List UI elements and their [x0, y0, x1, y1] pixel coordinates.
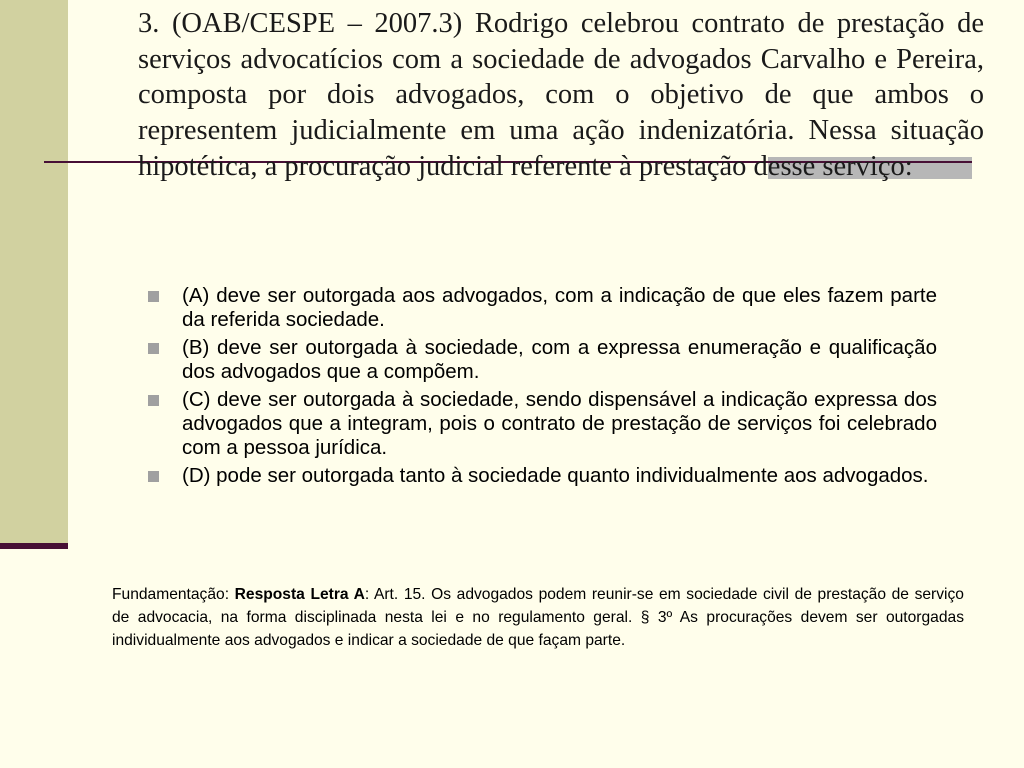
option-d: [148, 464, 937, 488]
left-decorative-bar: [0, 0, 68, 543]
square-bullet-icon: [148, 291, 159, 302]
option-a: [148, 284, 937, 332]
option-d-text: (D) pode ser outorgada tanto à sociedade quanto individualmente aos advogados.: [182, 464, 929, 487]
rationale-body: : Art. 15. Os advogados podem reunir-se em sociedade civil de prestação de serviço de advocacia, na forma disciplinada nesta lei e no regulamento geral. § 3º As procurações devem ser outorgadas individualmente aos advogados e indicar a sociedade de que façam parte.: [112, 586, 964, 649]
square-bullet-icon: [148, 395, 159, 406]
option-b: [148, 336, 937, 384]
answer-options-list: [148, 284, 937, 492]
option-c-text: (C) deve ser outorgada à sociedade, sendo dispensável a indicação expressa dos advogados que a integram, pois o contrato de prestação de serviços foi celebrado com a pessoa jurídica.: [182, 388, 937, 459]
square-bullet-icon: [148, 471, 159, 482]
option-b-text: (B) deve ser outorgada à sociedade, com a expressa enumeração e qualificação dos advogados que a compõem.: [182, 336, 937, 383]
rationale-text: [112, 583, 964, 652]
rationale-answer: Resposta Letra A: [234, 586, 365, 603]
option-c: [148, 388, 937, 460]
rationale-prefix: Fundamentação:: [112, 586, 235, 603]
left-bar-accent-line: [0, 543, 68, 549]
square-bullet-icon: [148, 343, 159, 354]
option-a-text: (A) deve ser outorgada aos advogados, com a indicação de que eles fazem parte da referida sociedade.: [182, 284, 937, 331]
question-text: 3. (OAB/CESPE – 2007.3) Rodrigo celebrou contrato de prestação de serviços advocatícios com a sociedade de advogados Carvalho e Pereira, composta por dois advogados, com o objetivo de que ambos o representem judicialmente em uma ação indenizatória. Nessa situação hipotética, a procuração judicial referente à prestação desse serviço:: [138, 8, 984, 182]
